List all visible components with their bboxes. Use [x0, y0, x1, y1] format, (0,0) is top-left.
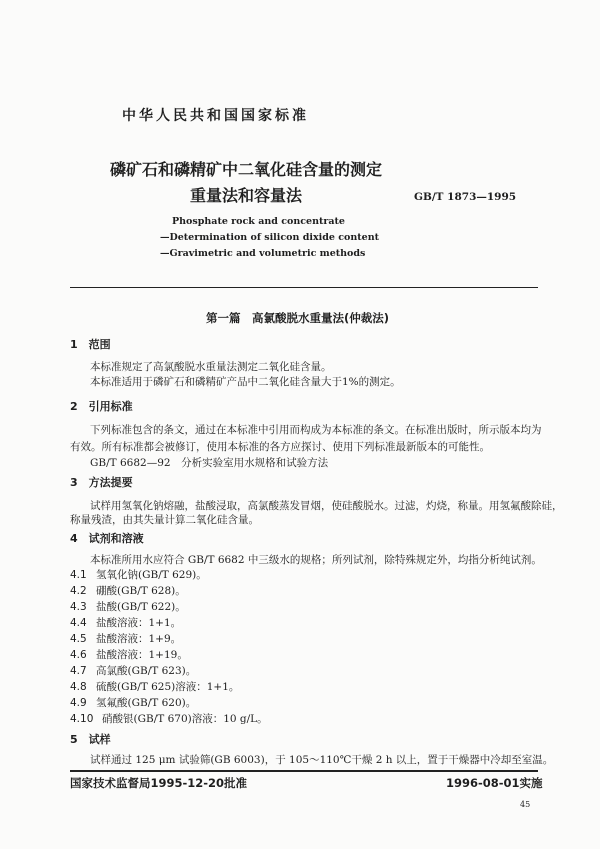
reagent-number: 4.2: [70, 585, 87, 597]
footer-divider: [70, 770, 538, 772]
reagent-number: 4.10: [70, 713, 94, 725]
title-zh-line2: 重量法和容量法: [190, 186, 303, 205]
reagent-item: 氢氧化钠(GB/T 629)。: [96, 569, 207, 581]
reagent-number: 4.8: [70, 681, 87, 693]
title-en-line1: Phosphate rock and concentrate: [172, 216, 345, 227]
section-heading: 2 引用标准: [70, 400, 133, 413]
reagent-item: 硫酸(GB/T 625)溶液：1+1。: [96, 681, 240, 693]
reagent-number: 4.1: [70, 569, 87, 581]
reagent-item: 盐酸溶液：1+9。: [96, 633, 182, 645]
paragraph-line: 试样用氢氧化钠熔融，盐酸浸取，高氯酸蒸发冒烟，使硅酸脱水。过滤，灼烧，称量。用氢氟酸除硅，: [90, 500, 563, 512]
paragraph-line: 称量残渣，由其失量计算二氧化硅含量。: [70, 514, 259, 526]
title-en-line3: —Gravimetric and volumetric methods: [160, 248, 366, 259]
reagent-item: 盐酸(GB/T 622)。: [96, 601, 186, 613]
page-number: 45: [520, 800, 531, 809]
paragraph-line: 本标准适用于磷矿石和磷精矿产品中二氧化硅含量大于1%的测定。: [90, 376, 401, 388]
reagent-item: 盐酸溶液：1+1。: [96, 617, 182, 629]
reagent-number: 4.4: [70, 617, 87, 629]
paragraph-line: 试样通过 125 μm 试验筛(GB 6003)，于 105～110℃干燥 2 h 以上，置于干燥器中冷却至室温。: [90, 754, 554, 766]
reagent-number: 4.7: [70, 665, 87, 677]
reagent-item: 氢氟酸(GB/T 620)。: [96, 697, 197, 709]
title-en-line2: —Determination of silicon dixide content: [160, 232, 380, 243]
national-standard-label: 中华人民共和国国家标准: [122, 108, 309, 124]
section-heading: 5 试样: [70, 733, 111, 746]
section-heading: 1 范围: [70, 338, 111, 351]
section-heading: 3 方法提要: [70, 476, 133, 489]
reagent-number: 4.6: [70, 649, 87, 661]
reference-item: GB/T 6682—92 分析实验室用水规格和试验方法: [90, 457, 329, 469]
reagent-item: 硝酸银(GB/T 670)溶液：10 g/L。: [102, 713, 268, 725]
part-heading: 第一篇 高氯酸脱水重量法(仲裁法): [206, 311, 390, 325]
header-divider: [70, 287, 538, 288]
reagent-item: 硼酸(GB/T 628)。: [96, 585, 186, 597]
implementation-date: 1996-08-01实施: [446, 776, 543, 790]
paragraph-line: 下列标准包含的条文，通过在本标准中引用而构成为本标准的条文。在标准出版时，所示版本均为: [90, 424, 542, 436]
reagent-number: 4.9: [70, 697, 87, 709]
section-heading: 4 试剂和溶液: [70, 532, 144, 545]
section-intro: 本标准所用水应符合 GB/T 6682 中三级水的规格；所列试剂，除特殊规定外，均指分析纯试剂。: [90, 554, 542, 566]
reagent-item: 盐酸溶液：1+19。: [96, 649, 188, 661]
paragraph-line: 有效。所有标准都会被修订，使用本标准的各方应探讨、使用下列标准最新版本的可能性。: [70, 441, 490, 453]
approval-date: 国家技术监督局1995-12-20批准: [70, 776, 248, 790]
standard-number: GB/T 1873—1995: [414, 191, 517, 203]
title-zh-line1: 磷矿石和磷精矿中二氧化硅含量的测定: [110, 160, 383, 179]
paragraph-line: 本标准规定了高氯酸脱水重量法测定二氧化硅含量。: [90, 361, 332, 373]
reagent-number: 4.3: [70, 601, 87, 613]
reagent-item: 高氯酸(GB/T 623)。: [96, 665, 197, 677]
reagent-number: 4.5: [70, 633, 87, 645]
